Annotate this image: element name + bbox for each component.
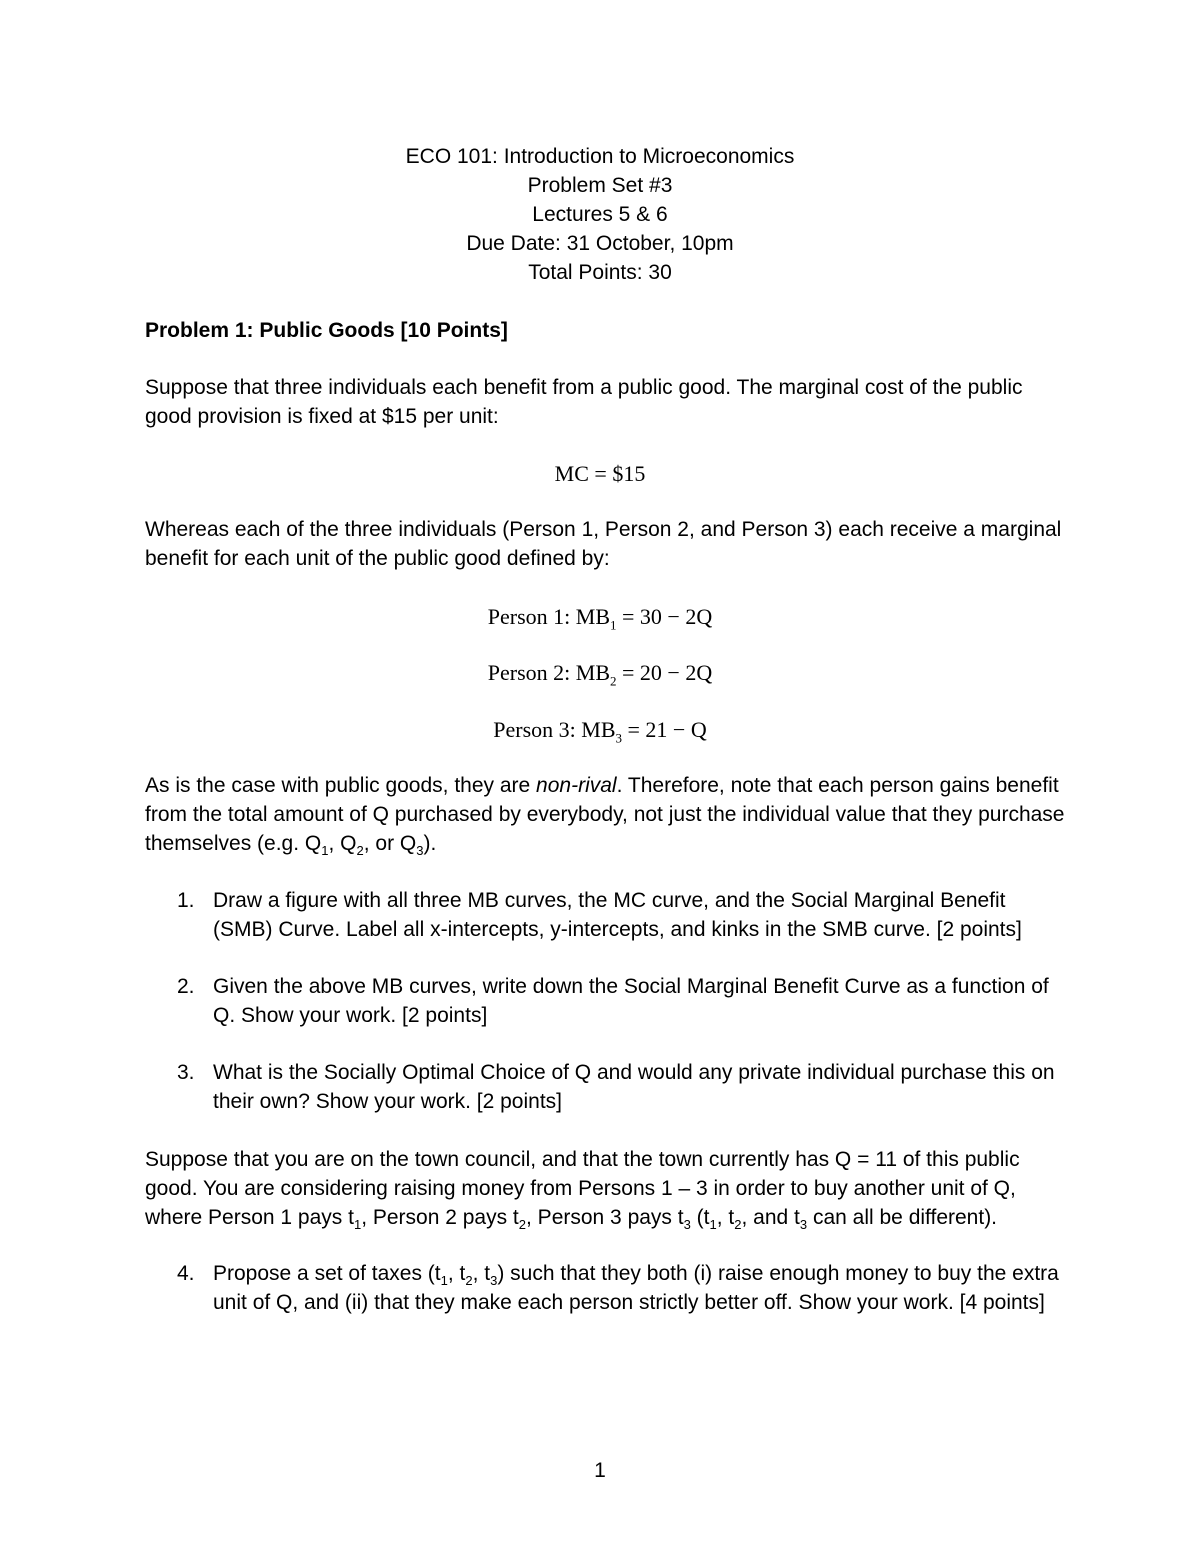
question-2: 2. Given the above MB curves, write down the Social Marginal Benefit Curve as a function of Q. Show your work. [2 points] xyxy=(177,975,1049,1027)
non-rival-paragraph: As is the case with public goods, they are non-rival. Therefore, note that each person gains benefit from the total amount of Q purchased by everybody, not just the individual value that they purchase themselves (e.g. $Q_1$, $Q_2$, or $Q_3$). xyxy=(145,774,1065,859)
page-number: 1 xyxy=(594,1459,606,1482)
problem-heading: Problem 1: Public Goods [10 Points] xyxy=(145,319,508,342)
question-1: 1. Draw a figure with all three MB curves, the MC curve, and the Social Marginal Benefit (SMB) Curve. Label all x-intercepts, y-intercepts, and kinks in the SMB curve. [2 points] xyxy=(177,889,1022,941)
council-paragraph: Suppose that you are on the town council, and that the town currently has Q = 11 of this public good. You are considering raising money from Persons 1 – 3 in order to buy another unit of Q, where Person 1 pays $t_1$, Person 2 pays $t_2$, Person 3 pays $t_3$ ($t_1$, $t_2$, and $t_3$ can all be different). xyxy=(145,1148,1020,1233)
document-header xyxy=(0,142,1200,287)
whereas-paragraph: Whereas each of the three individuals (Person 1, Person 2, and Person 3) each receive a marginal benefit for each unit of the public good defined by: xyxy=(145,518,1062,570)
mb-equation-3: Person 3: $MB_3 = 21 - Q$ xyxy=(493,717,707,746)
lectures-line: Lectures 5 & 6 xyxy=(532,203,668,226)
course-title: ECO 101: Introduction to Microeconomics xyxy=(405,145,795,168)
problem-set-title: Problem Set #3 xyxy=(527,174,673,197)
total-points: Total Points: 30 xyxy=(528,261,672,284)
due-date: Due Date: 31 October, 10pm xyxy=(466,232,734,255)
mc-equation: MC = $15 xyxy=(554,461,646,486)
question-3: 3. What is the Socially Optimal Choice of Q and would any private individual purchase this on their own? Show your work. [2 points] xyxy=(177,1061,1055,1113)
question-4: 4. Propose a set of taxes ($t_1$, $t_2$, $t_3$) such that they both (i) raise enough money to buy the extra unit of Q, and (ii) that they make each person strictly better off. Show your work. [4 points] xyxy=(177,1262,1059,1314)
mb-equation-2: Person 2: $MB_2 = 20 - 2Q$ xyxy=(487,660,713,689)
mb-equation-1: Person 1: $MB_1 = 30 - 2Q$ xyxy=(487,604,713,633)
intro-paragraph: Suppose that three individuals each benefit from a public good. The marginal cost of the public good provision is fixed at $15 per unit: xyxy=(145,376,1023,428)
